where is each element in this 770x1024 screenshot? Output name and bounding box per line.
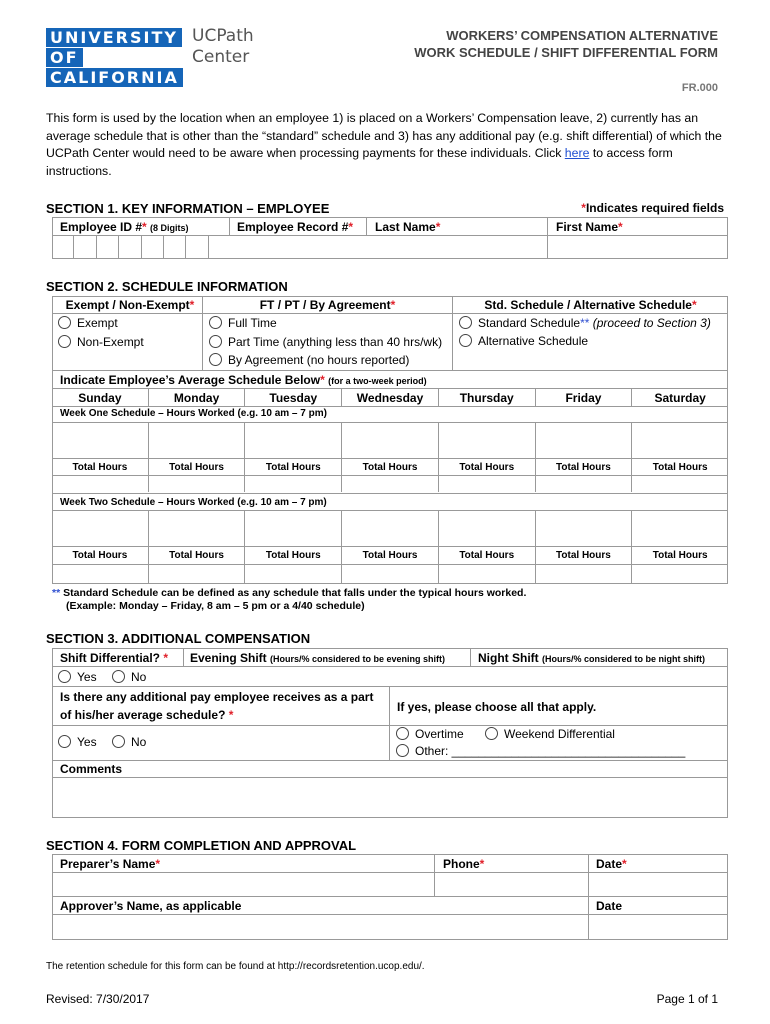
employee-id-label — [60, 220, 189, 234]
standard-stars: ** — [580, 316, 590, 330]
intro-paragraph — [46, 110, 736, 180]
exempt-label: Exempt — [77, 316, 118, 330]
schedule-cell-friday[interactable] — [536, 510, 633, 546]
ucpath-line2: Center — [192, 47, 250, 67]
form-title-line1: WORKERS’ COMPENSATION ALTERNATIVE — [446, 28, 718, 43]
parttime-option[interactable] — [209, 335, 442, 349]
schedule-cell-saturday[interactable] — [632, 510, 728, 546]
weekend-radio[interactable] — [485, 727, 498, 740]
evening-text: Evening Shift — [190, 651, 267, 665]
preparer-star: * — [155, 857, 161, 871]
night-text: Night Shift — [478, 651, 539, 665]
nonexempt-option[interactable] — [58, 335, 144, 349]
std-col-header — [453, 298, 728, 312]
total-hours-input-wednesday[interactable] — [342, 565, 439, 584]
day-header-friday: Friday — [536, 389, 633, 406]
exempt-option[interactable] — [58, 316, 118, 330]
day-header-row — [52, 389, 728, 406]
agreement-radio[interactable] — [209, 353, 222, 366]
std-schedule-example: (Example: Monday – Friday, 8 am – 5 pm or a 4/40 schedule) — [66, 600, 365, 612]
phone-input[interactable] — [435, 873, 588, 896]
form-title-line2: WORK SCHEDULE / SHIFT DIFFERENTIAL FORM — [414, 45, 718, 60]
total-hours-label: Total Hours — [52, 459, 149, 475]
total-hours-label: Total Hours — [652, 461, 708, 473]
date-text: Date — [596, 857, 623, 871]
employee-record-input[interactable] — [230, 235, 547, 259]
addl-no-radio[interactable] — [112, 735, 125, 748]
total-hours-label: Total Hours — [342, 547, 439, 564]
schedule-cell-sunday[interactable] — [52, 422, 149, 458]
section4-title: SECTION 4. FORM COMPLETION AND APPROVAL — [46, 838, 357, 853]
shift-yes-option[interactable] — [58, 670, 97, 684]
addl-star: * — [228, 708, 234, 722]
preparer-input[interactable] — [53, 873, 434, 896]
addl-yes-label: Yes — [77, 735, 97, 749]
addl-yes-option[interactable] — [58, 735, 97, 749]
day-header-tuesday: Tuesday — [245, 389, 342, 406]
addl-no-label: No — [131, 735, 147, 749]
agreement-option[interactable] — [209, 353, 409, 367]
week-one-row — [52, 422, 728, 458]
total-hours-label: Total Hours — [149, 547, 246, 564]
last-name-star: * — [435, 220, 441, 234]
phone-star: * — [479, 857, 485, 871]
shift-star: * — [163, 651, 169, 665]
weekend-label: Weekend Differential — [504, 727, 615, 741]
avg-text: Indicate Employee’s Average Schedule Below — [60, 373, 321, 387]
preparer-label — [60, 857, 160, 871]
standard-label: Standard Schedule — [478, 316, 581, 330]
total-hours-label: Total Hours — [439, 459, 536, 475]
schedule-cell-tuesday[interactable] — [245, 510, 342, 546]
standard-radio[interactable] — [459, 316, 472, 329]
last-name-text: Last Name — [375, 220, 436, 234]
intro-text: This form is used by the location when an employee 1) is placed on a Workers’ Compensation leave, 2) currently has an average schedule that is other than the “standard” schedule and 3) has any additional pay (e.g. shift differential) of which the UCPath Center would need to be aware when processing payments for these individuals. Click — [46, 111, 722, 160]
standard-option[interactable] — [459, 316, 711, 330]
night-shift-input[interactable] — [471, 667, 728, 686]
total-hours-label: Total Hours — [52, 547, 149, 564]
total-hours-input-sunday[interactable] — [52, 565, 149, 584]
schedule-cell-saturday[interactable] — [632, 422, 728, 458]
emp-id-star: * — [142, 220, 147, 234]
schedule-cell-thursday[interactable] — [439, 422, 536, 458]
date-star: * — [622, 857, 627, 871]
day-header-monday: Monday — [149, 389, 246, 406]
week-one-label: Week One Schedule – Hours Worked (e.g. 10 am – 7 pm) — [60, 408, 327, 419]
total-hours-input-thursday[interactable] — [439, 565, 536, 584]
logo-california: CALIFORNIA — [46, 68, 183, 87]
addl-yes-radio[interactable] — [58, 735, 71, 748]
schedule-cell-wednesday[interactable] — [342, 510, 439, 546]
addl-pay-label-2 — [60, 708, 233, 722]
overtime-label: Overtime — [415, 727, 464, 741]
preparer-text: Preparer’s Name — [60, 857, 156, 871]
alternative-label: Alternative Schedule — [478, 334, 589, 348]
shift-no-option[interactable] — [112, 670, 146, 684]
req-star: * — [581, 201, 586, 215]
other-radio[interactable] — [396, 744, 409, 757]
addl-no-option[interactable] — [112, 735, 146, 749]
shift-diff-label — [60, 651, 168, 665]
emp-rec-star: * — [348, 220, 354, 234]
form-number: FR.000 — [681, 82, 718, 94]
total-hours-input-tuesday[interactable] — [245, 476, 342, 492]
phone-text: Phone — [443, 857, 480, 871]
employee-id-input[interactable] — [52, 235, 230, 259]
total-hours-input-tuesday[interactable] — [245, 565, 342, 584]
total-hours-label: Total Hours — [536, 547, 633, 564]
total-hours-input-friday[interactable] — [536, 476, 633, 492]
first-name-star: * — [618, 220, 623, 234]
std-schedule-note — [52, 587, 526, 599]
employee-record-label — [237, 220, 353, 234]
logo-university: UNIVERSITY — [46, 28, 182, 47]
nonexempt-label: Non-Exempt — [77, 335, 144, 349]
schedule-cell-monday[interactable] — [149, 422, 246, 458]
logo-of: OF — [46, 48, 83, 67]
standard-note: (proceed to Section 3) — [592, 316, 711, 330]
last-name-label — [375, 220, 440, 234]
nonexempt-radio[interactable] — [58, 335, 71, 348]
page-number: Page 1 of 1 — [656, 992, 718, 1006]
week-two-row — [52, 510, 728, 546]
first-name-label — [556, 220, 623, 234]
emp-rec-text: Employee Record # — [237, 220, 349, 234]
total-hours-input-monday[interactable] — [149, 565, 246, 584]
emp-id-text: Employee ID # — [60, 220, 143, 234]
alternative-option[interactable] — [459, 334, 588, 348]
section1-title: SECTION 1. KEY INFORMATION – EMPLOYEE — [46, 201, 330, 216]
evening-shift-input[interactable] — [184, 667, 470, 686]
col3-star: * — [691, 298, 697, 312]
col3-text: Std. Schedule / Alternative Schedule — [484, 298, 692, 312]
fulltime-label: Full Time — [228, 316, 277, 330]
emp-id-note: (8 Digits) — [150, 223, 189, 233]
exempt-radio[interactable] — [58, 316, 71, 329]
approver-date-label: Date — [596, 899, 623, 913]
shift-yes-radio[interactable] — [58, 670, 71, 683]
addl-pay-label-1: Is there any additional pay employee receives as a part — [60, 690, 374, 704]
if-yes-label: If yes, please choose all that apply. — [397, 700, 597, 714]
addl2-text: of his/her average schedule? — [60, 708, 226, 722]
note-line1: Standard Schedule can be defined as any schedule that falls under the typical hours worked. — [63, 587, 527, 599]
schedule-cell-monday[interactable] — [149, 510, 246, 546]
parttime-label: Part Time (anything less than 40 hrs/wk) — [228, 335, 443, 349]
total-hours-label: Total Hours — [149, 459, 246, 475]
parttime-radio[interactable] — [209, 335, 222, 348]
req-note-text: Indicates required fields — [585, 201, 724, 215]
comments-label: Comments — [60, 762, 123, 776]
total-hours-input-monday[interactable] — [149, 476, 246, 492]
first-name-text: First Name — [556, 220, 619, 234]
approver-input[interactable] — [53, 915, 588, 939]
weekend-option[interactable] — [485, 727, 615, 741]
fulltime-option[interactable] — [209, 316, 277, 330]
schedule-cell-sunday[interactable] — [52, 510, 149, 546]
schedule-cell-thursday[interactable] — [439, 510, 536, 546]
total-hours-label: Total Hours — [342, 459, 439, 475]
revised-date: Revised: 7/30/2017 — [46, 992, 150, 1006]
ftpt-col-header — [203, 298, 452, 312]
instructions-link[interactable]: here — [564, 146, 590, 160]
week-one-total-values — [52, 476, 728, 492]
section3-title: SECTION 3. ADDITIONAL COMPENSATION — [46, 631, 311, 646]
overtime-option[interactable] — [396, 727, 464, 741]
ucpath-line1: UCPath — [192, 26, 254, 46]
evening-note: (Hours/% considered to be evening shift) — [270, 654, 446, 664]
total-hours-input-wednesday[interactable] — [342, 476, 439, 492]
total-hours-input-sunday[interactable] — [52, 476, 149, 492]
section2-title: SECTION 2. SCHEDULE INFORMATION — [46, 279, 288, 294]
col2-text: FT / PT / By Agreement — [259, 298, 391, 312]
fulltime-radio[interactable] — [209, 316, 222, 329]
other-option[interactable] — [396, 744, 685, 758]
total-hours-input-saturday[interactable] — [632, 476, 728, 492]
total-hours-label: Total Hours — [652, 550, 708, 561]
avg-note: (for a two-week period) — [328, 376, 427, 386]
alternative-radio[interactable] — [459, 334, 472, 347]
total-hours-label: Total Hours — [536, 459, 633, 475]
date-label — [596, 857, 627, 871]
date-input[interactable] — [589, 873, 727, 896]
total-hours-label: Total Hours — [245, 459, 342, 475]
total-hours-label: Total Hours — [245, 547, 342, 564]
evening-shift-label — [190, 651, 445, 665]
total-hours-label: Total Hours — [439, 547, 536, 564]
other-label: Other: ___________________________________ — [415, 744, 686, 758]
exempt-col-header — [60, 298, 200, 312]
night-note: (Hours/% considered to be night shift) — [542, 654, 706, 664]
approver-date-input[interactable] — [589, 915, 727, 939]
shift-text: Shift Differential? — [60, 651, 161, 665]
schedule-cell-tuesday[interactable] — [245, 422, 342, 458]
day-header-saturday: Saturday — [654, 390, 706, 405]
intro-text-end: to access form instructions. — [46, 146, 673, 178]
overtime-radio[interactable] — [396, 727, 409, 740]
total-hours-input-thursday[interactable] — [439, 476, 536, 492]
avg-schedule-label — [60, 373, 427, 387]
total-hours-input-saturday[interactable] — [632, 565, 728, 584]
retention-note: The retention schedule for this form can be found at http://recordsretention.ucop.edu/. — [46, 961, 425, 972]
week-one-totals — [52, 459, 728, 475]
day-header-thursday: Thursday — [439, 389, 536, 406]
comments-input[interactable] — [53, 778, 727, 817]
week-two-total-values — [52, 565, 728, 584]
note-stars: ** — [52, 587, 61, 599]
schedule-cell-wednesday[interactable] — [342, 422, 439, 458]
day-header-sunday: Sunday — [52, 389, 149, 406]
total-hours-input-friday[interactable] — [536, 565, 633, 584]
schedule-cell-friday[interactable] — [536, 422, 633, 458]
avg-star: * — [320, 373, 325, 387]
approver-label: Approver’s Name, as applicable — [60, 899, 242, 913]
shift-no-radio[interactable] — [112, 670, 125, 683]
night-shift-label — [478, 651, 705, 665]
required-note — [581, 201, 724, 215]
shift-yes-label: Yes — [77, 670, 97, 684]
shift-no-label: No — [131, 670, 147, 684]
agreement-label: By Agreement (no hours reported) — [228, 353, 410, 367]
day-header-wednesday: Wednesday — [342, 389, 439, 406]
week-two-label: Week Two Schedule – Hours Worked (e.g. 10 am – 7 pm) — [60, 497, 327, 508]
col1-star: * — [189, 298, 195, 312]
first-name-input[interactable] — [548, 235, 728, 259]
week-two-totals — [52, 547, 728, 564]
col1-text: Exempt / Non-Exempt — [65, 298, 190, 312]
col2-star: * — [390, 298, 396, 312]
phone-label — [443, 857, 484, 871]
